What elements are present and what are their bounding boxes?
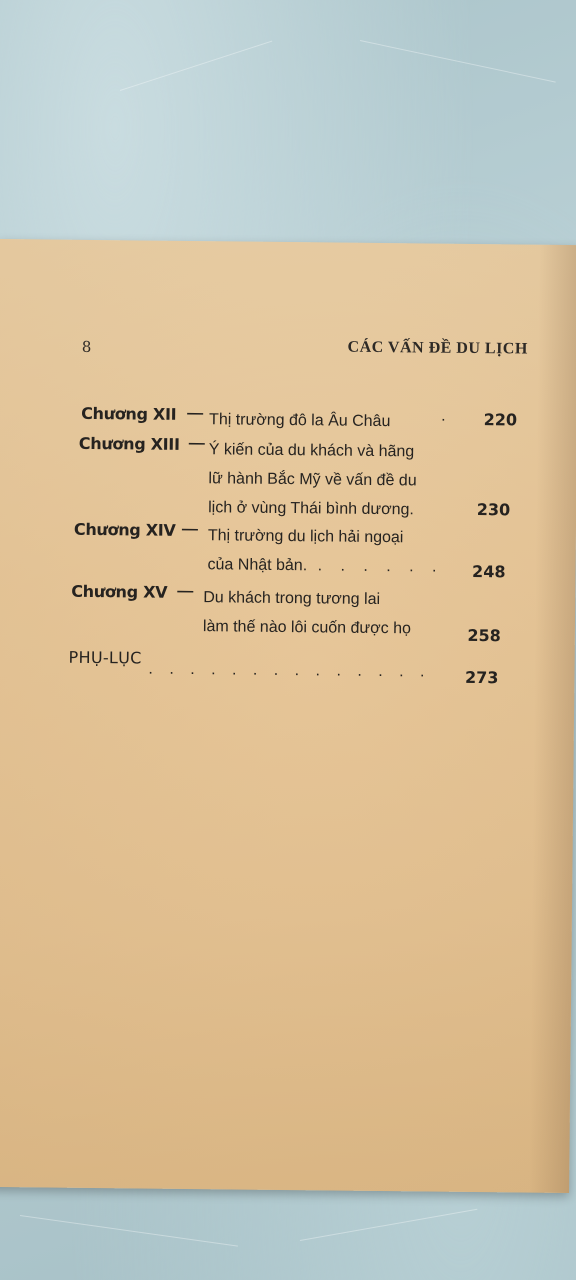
- separator-dash: —: [188, 434, 205, 453]
- page-reference: 273: [464, 667, 499, 688]
- page-reference: 258: [467, 625, 501, 646]
- chapter-title-line: Du khách trong tương lai: [203, 589, 381, 608]
- marble-vein: [120, 41, 272, 91]
- marble-vein: [300, 1209, 477, 1241]
- appendix-entry: [68, 648, 538, 693]
- toc-entry: [71, 404, 541, 439]
- page-number: 8: [81, 337, 92, 356]
- chapter-title-line: làm thế nào lôi cuốn được họ: [202, 618, 412, 638]
- toc-entry: [70, 434, 541, 529]
- chapter-title: [209, 405, 449, 437]
- dot-leader: . . . . . . . . . . . . . .: [148, 660, 431, 681]
- running-title: CÁC VẤN ĐỀ DU LỊCH: [347, 338, 528, 358]
- chapter-title-line: lịch ở vùng Thái bình dương.: [208, 499, 415, 519]
- appendix-label: PHỤ-LỤC: [68, 647, 142, 668]
- table-of-contents: [68, 400, 541, 688]
- chapter-title-text: của Nhật bản.: [207, 556, 308, 575]
- chapter-title: [203, 583, 444, 644]
- marble-vein: [20, 1215, 238, 1247]
- chapter-title-line: lữ hành Bắc Mỹ về vấn đề du: [208, 470, 417, 490]
- page-header: [81, 330, 532, 358]
- book-page: [0, 239, 576, 1193]
- marble-vein: [360, 40, 556, 83]
- page-edge-shadow: [529, 245, 576, 1193]
- page-reference: 248: [472, 561, 506, 582]
- dot-leader: .: [441, 407, 446, 425]
- chapter-title: [207, 521, 448, 582]
- chapter-label: Chương XII: [81, 403, 177, 424]
- chapter-label: Chương XIV: [73, 519, 176, 540]
- chapter-title-line: [207, 550, 447, 582]
- separator-dash: —: [187, 404, 204, 423]
- chapter-label: Chương XIII: [78, 433, 180, 454]
- dot-leader: . . . . . .: [317, 557, 444, 576]
- chapter-title-line: Ý kiến của du khách và hãng: [208, 441, 415, 461]
- toc-entry: [69, 582, 540, 649]
- chapter-title-line: Thị trường du lịch hải ngoại: [207, 527, 404, 547]
- chapter-label: Chương XV: [71, 581, 168, 602]
- page-reference: 220: [483, 410, 518, 430]
- page-reference: 230: [476, 500, 511, 520]
- separator-dash: —: [181, 520, 199, 539]
- separator-dash: —: [177, 582, 194, 601]
- chapter-title-line: Thị trường đô la Âu Châu: [209, 411, 391, 431]
- toc-entry: [69, 520, 540, 587]
- chapter-title: [208, 435, 449, 525]
